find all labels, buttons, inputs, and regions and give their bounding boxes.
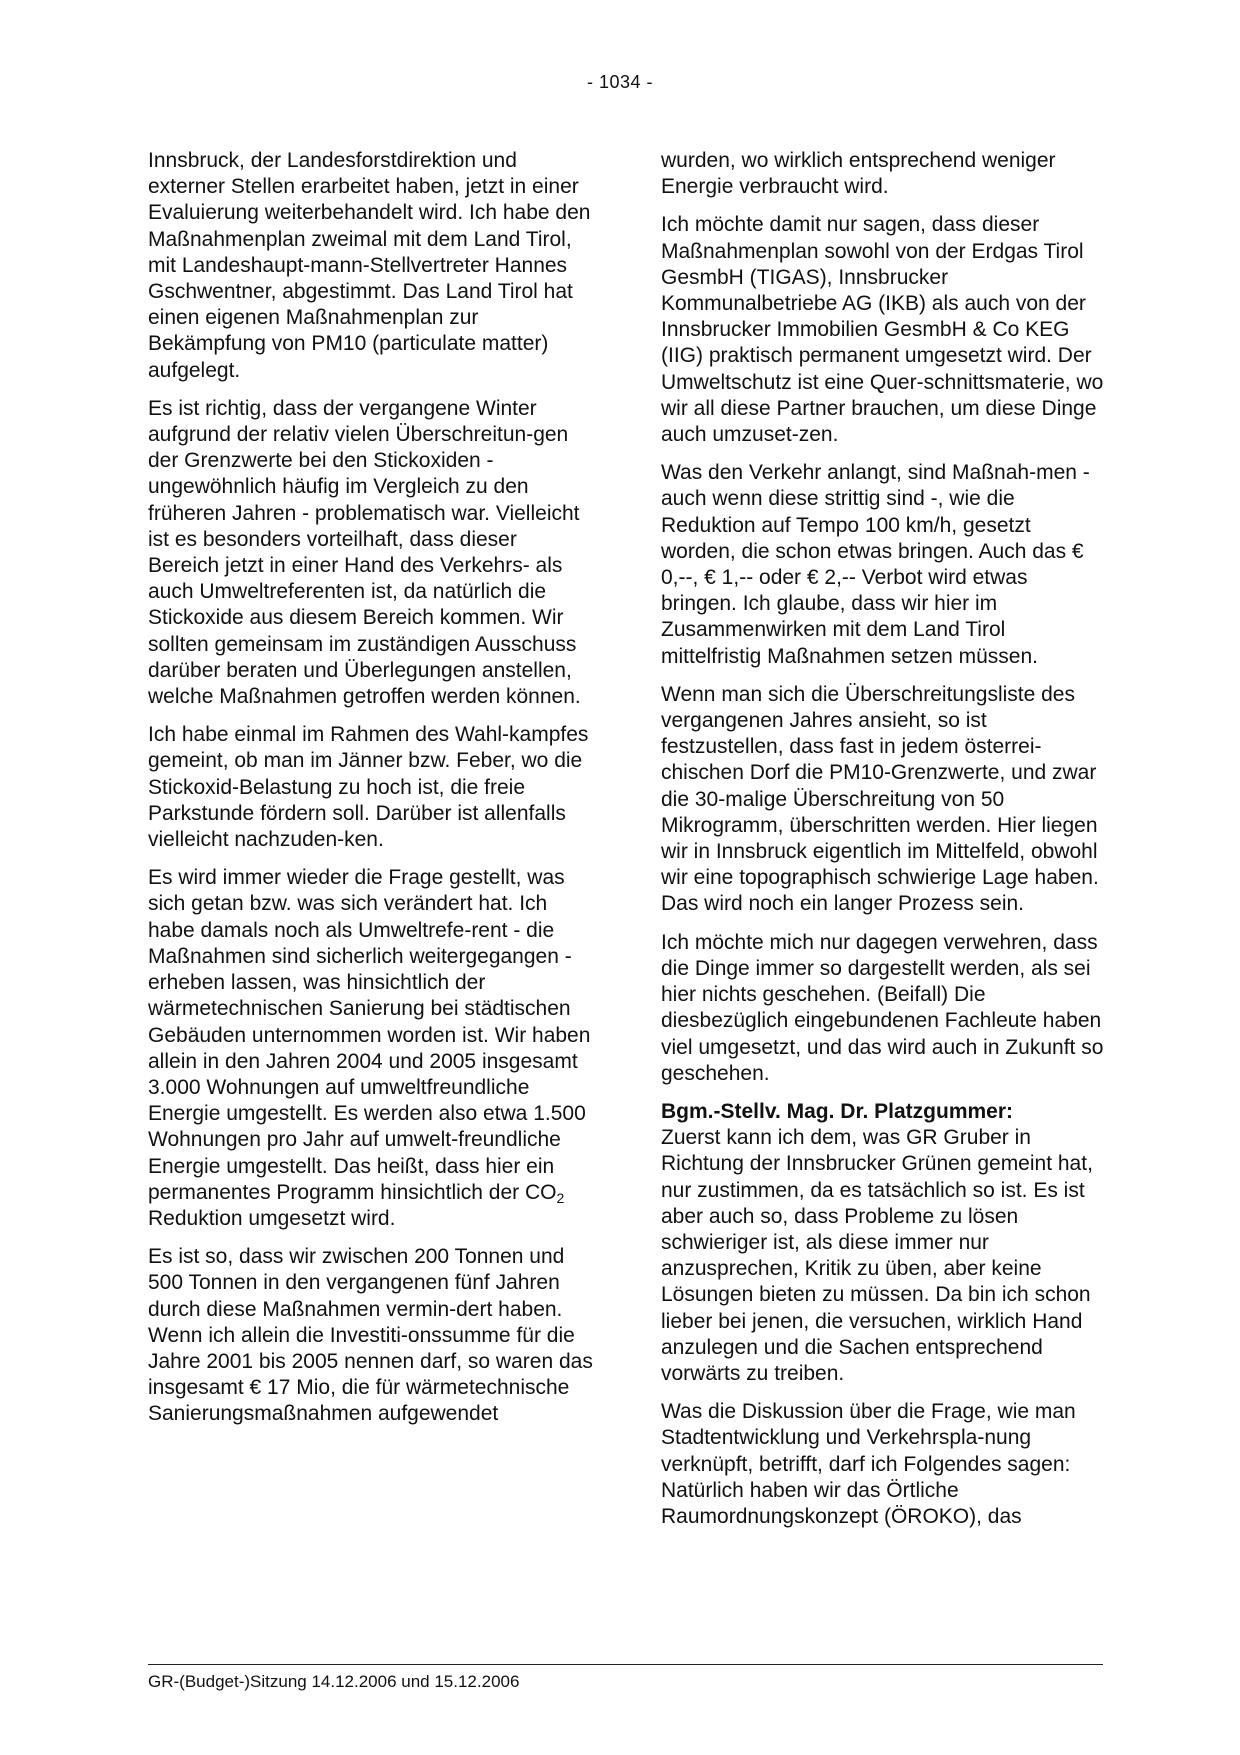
speaker-paragraph — [661, 1099, 1106, 1387]
co2-subscript: 2 — [556, 1189, 565, 1206]
paragraph: Ich habe einmal im Rahmen des Wahl-kampfes gemeint, ob man im Jänner bzw. Feber, wo die Stickoxid-Belastung zu hoch ist, die freie Parkstunde fördern soll. Darüber ist allenfalls vielleicht nachzuden-ken. — [148, 723, 589, 852]
paragraph-co2-text-after: Reduktion umgesetzt wird. — [148, 1206, 396, 1230]
footer-divider — [148, 1664, 1103, 1665]
left-column — [148, 148, 593, 1440]
right-column — [661, 148, 1106, 1542]
paragraph-co2 — [148, 865, 593, 1232]
paragraph: Innsbruck, der Landesforstdirektion und externer Stellen erarbeitet haben, jetzt in einer Evaluierung weiterbehandelt wird. Ich habe den Maßnahmenplan zweimal mit dem Land Tirol, mit Landeshaupt-mann-Stellvertreter Hannes Gschwentner, abgestimmt. Das Land Tirol hat einen eigenen Maßnahmenplan zur Bekämpfung von PM10 (particulate matter) aufgelegt. — [148, 149, 591, 382]
paragraph: Es ist richtig, dass der vergangene Winter aufgrund der relativ vielen Überschreitun-gen der Grenzwerte bei den Stickoxiden - ungewöhnlich häufig im Vergleich zu den früheren Jahren - problematisch war. Vielleicht ist es besonders vorteilhaft, dass dieser Bereich jetzt in einer Hand des Verkehrs- als auch Umweltreferenten ist, da natürlich die Stickoxide aus diesem Bereich kommen. Wir sollten gemeinsam im zuständigen Ausschuss darüber beraten und Überlegungen anstellen, welche Maßnahmen getroffen werden können. — [148, 396, 581, 709]
paragraph: Ich möchte damit nur sagen, dass dieser Maßnahmenplan sowohl von der Erdgas Tirol GesmbH (TIGAS), Innsbrucker Kommunalbetriebe AG (IKB) als auch von der Innsbrucker Immobilien GesmbH & Co KEG (IIG) praktisch permanent umgesetzt wird. Der Umweltschutz ist eine Quer-schnittsmaterie, wo wir all diese Partner brauchen, um diese Dinge auch umzuset-zen. — [661, 213, 1104, 447]
paragraph: Es ist so, dass wir zwischen 200 Tonnen und 500 Tonnen in den vergangenen fünf Jahren durch diese Maßnahmen vermin-dert haben. Wenn ich allein die Investiti-onssumme für die Jahre 2001 bis 2005 nennen darf, so waren das insgesamt € 17 Mio, die für wärmetechnische Sanierungsmaßnahmen aufgewendet — [148, 1245, 593, 1426]
speaker-text: Zuerst kann ich dem, was GR Gruber in Richtung der Innsbrucker Grünen gemeint hat, nur zustimmen, da es tatsächlich so ist. Es ist aber auch so, dass Probleme zu lösen schwieriger ist, als diese immer nur anzusprechen, Kritik zu üben, aber keine Lösungen bieten zu müssen. Da bin ich schon lieber bei jenen, die versuchen, wirklich Hand anzulegen und die Sachen entsprechend vorwärts zu treiben. — [661, 1126, 1093, 1385]
paragraph-co2-text-before: Es wird immer wieder die Frage gestellt, was sich getan bzw. was sich verändert hat. Ich habe damals noch als Umweltrefe-rent - die Maßnahmen sind sicherlich weitergegangen - erheben lassen, was hinsichtlich der wärmetechnischen Sanierung bei städtischen Gebäuden unternommen worden ist. Wir haben allein in den Jahren 2004 und 2005 insgesamt 3.000 Wohnungen auf umweltfreundliche Energie umgestellt. Es werden also etwa 1.500 Wohnungen pro Jahr auf umwelt-freundliche Energie umgestellt. Das heißt, dass hier ein permanentes Programm hinsichtlich der CO — [148, 866, 591, 1204]
paragraph: wurden, wo wirklich entsprechend weniger Energie verbraucht wird. — [661, 149, 1056, 199]
paragraph: Wenn man sich die Überschreitungsliste des vergangenen Jahres ansieht, so ist festzustellen, dass fast in jedem österrei-chischen Dorf die PM10-Grenzwerte, und zwar die 30-malige Überschreitung von 50 Mikrogramm, überschritten werden. Hier liegen wir in Innsbruck eigentlich im Mittelfeld, obwohl wir eine topographisch schwierige Lage haben. Das wird noch ein langer Prozess sein. — [661, 682, 1099, 916]
paragraph: Was die Diskussion über die Frage, wie man Stadtentwicklung und Verkehrspla-nung verknüpft, betrifft, darf ich Folgendes sagen: Natürlich haben wir das Örtliche Raumordnungskonzept (ÖROKO), das — [661, 1400, 1076, 1528]
paragraph: Was den Verkehr anlangt, sind Maßnah-men - auch wenn diese strittig sind -, wie die Reduktion auf Tempo 100 km/h, gesetzt worden, die schon etwas bringen. Auch das € 0,--, € 1,-- oder € 2,-- Verbot wird etwas bringen. Ich glaube, dass wir hier im Zusammenwirken mit dem Land Tirol mittelfristig Maßnahmen setzen müssen. — [661, 461, 1090, 668]
footer-text: GR-(Budget-)Sitzung 14.12.2006 und 15.12.2006 — [148, 1672, 520, 1691]
speaker-name: Bgm.-Stellv. Mag. Dr. Platzgummer: — [661, 1099, 1014, 1123]
paragraph: Ich möchte mich nur dagegen verwehren, dass die Dinge immer so dargestellt werden, als sei hier nichts geschehen. (Beifall) Die diesbezüglich eingebundenen Fachleute haben viel umgesetzt, und das wird auch in Zukunft so geschehen. — [661, 930, 1104, 1085]
page-number: - 1034 - — [586, 72, 654, 92]
